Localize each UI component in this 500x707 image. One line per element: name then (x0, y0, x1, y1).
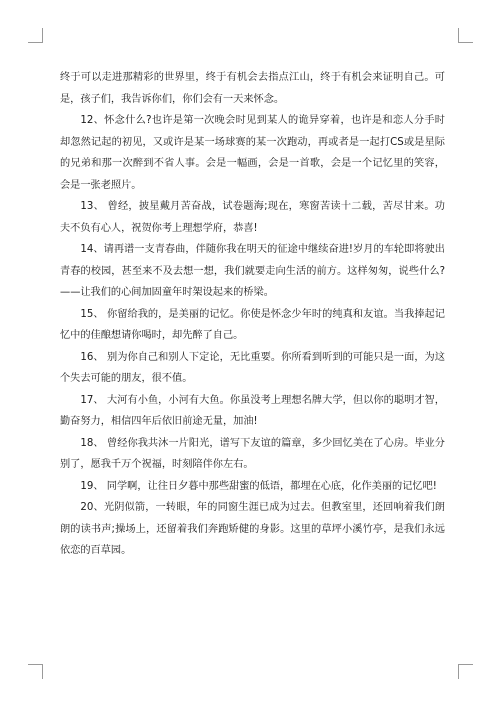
paragraph-13: 13、 曾经，披星戴月苦奋战，试卷题海;现在，寒窗苦读十二载，苦尽甘来。功夫不负有心人，祝贺你考上理想学府，恭喜! (60, 201, 445, 234)
crop-mark-bottom-left (28, 664, 43, 679)
paragraph-17: 17、 大河有小鱼，小河有大鱼。你虽没考上理想名牌大学，但以你的聪明才智，勤奋努力，相信四年后依旧前途无量，加油! (60, 394, 445, 427)
paragraph-15: 15、 你留给我的，是美丽的记忆。你使是怀念少年时的纯真和友谊。当我捧起记忆中的佳酿想请你喝时，却先醉了自己。 (60, 308, 445, 341)
paragraph-12: 12、怀念什么?也许是第一次晚会时见到某人的诡异穿着，也许是和恋人分手时却忽然记起的初见，又或许是某一场球赛的某一次跑动，再或者是一起打CS或是星际的兄弟和那一次醉到不省人事。会是一幅画，会是一首歌，会是一个记忆里的笑容，会是一张老照片。 (60, 115, 445, 191)
paragraph-19: 19、 同学啊，让往日夕暮中那些甜蜜的低语，都埋在心底，化作美丽的记忆吧! (80, 480, 437, 492)
paragraph-20: 20、光阴似箭，一转眼，年的同窗生涯已成为过去。但教室里，还回响着我们朗朗的读书声;操场上，还留着我们奔跑矫健的身影。这里的草坪小溪竹亭，是我们永远依恋的百草园。 (60, 502, 445, 556)
paragraph-16: 16、 别为你自己和别人下定论，无比重要。你所看到听到的可能只是一面，为这个失去可能的朋友，很不值。 (60, 351, 445, 384)
paragraph-18: 18、 曾经你我共沐一片阳光，谱写下友谊的篇章，多少回忆美在了心房。毕业分别了，愿我千万个祝福，时刻陪伴你左右。 (60, 437, 445, 470)
paragraph-continuation: 终于可以走进那精彩的世界里，终于有机会去指点江山，终于有机会来证明自己。可是，孩子们，我告诉你们，你们会有一天来怀念。 (60, 72, 445, 105)
crop-mark-top-left (28, 28, 43, 43)
document-body (60, 67, 445, 562)
paragraph-14: 14、请再谱一支青春曲，伴随你我在明天的征途中继续奋进!岁月的车轮即将驶出青春的校园，甚至来不及去想一想，我们就要走向生活的前方。这样匆匆，说些什么?——让我们的心间加固童年时架设起来的桥梁。 (60, 244, 445, 298)
crop-mark-top-right (458, 28, 473, 43)
crop-mark-bottom-right (458, 664, 473, 679)
